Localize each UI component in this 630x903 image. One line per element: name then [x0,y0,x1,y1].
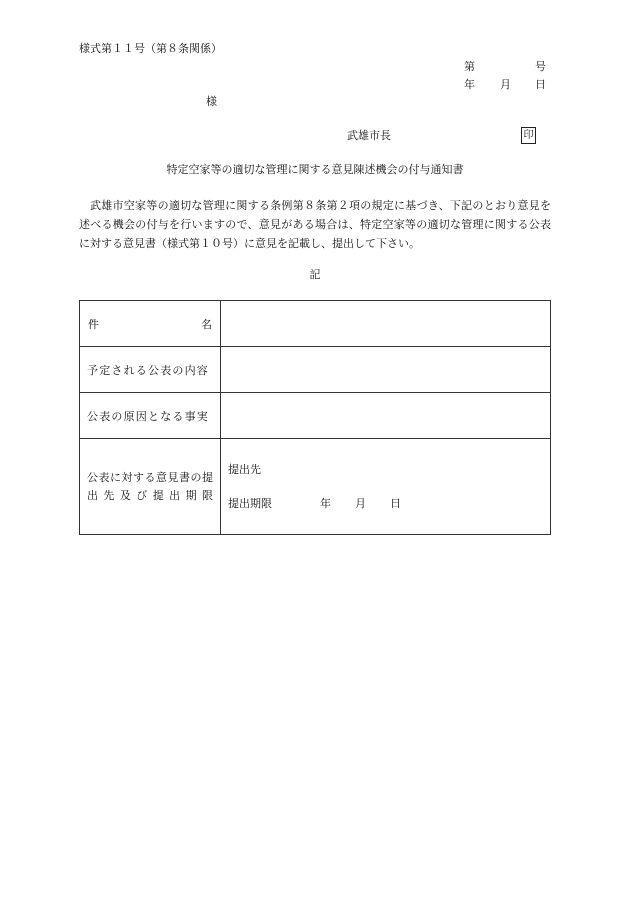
label-submission: 公表に対する意見書の提出先及び提出期限 [87,470,213,502]
deadline-month: 月 [355,496,366,510]
deadline-year: 年 [320,496,331,510]
value-submission [221,439,551,535]
label-cause-facts-cell [80,393,221,439]
issue-number-suffix: 号 [535,60,546,73]
ki-heading: 記 [309,268,321,281]
table-row-cause-facts [80,393,551,439]
form-number: 様式第１１号（第８条関係） [79,42,222,55]
deadline-line [221,495,550,513]
seal-mark: 印 [521,127,536,144]
table-row-planned-content [80,347,551,393]
deadline-label: 提出期限 [228,496,272,510]
table-row-case-name [80,301,551,347]
submit-to-label: 提出先 [228,462,261,476]
label-case-name-part2: 名 [201,317,212,331]
value-planned-content [221,347,551,393]
issuer-name: 武雄市長 [347,129,391,142]
label-case-name [80,301,221,347]
date-day: 日 [535,78,546,91]
recipient-honorific: 様 [206,95,217,108]
label-planned-content-cell [80,347,221,393]
value-case-name [221,301,551,347]
info-table [79,300,551,535]
label-case-name-part1: 件 [88,317,99,331]
document-title: 特定空家等の適切な管理に関する意見陳述機会の付与通知書 [166,163,464,176]
date-year: 年 [464,78,475,91]
deadline-day: 日 [390,496,401,510]
label-submission-cell [80,439,221,535]
issue-number-prefix: 第 [464,60,475,73]
label-planned-content: 予定される公表の内容 [87,363,209,377]
body-paragraph: 武雄市空家等の適切な管理に関する条例第８条第２項の規定に基づき、下記のとおり意見を述べる機会の付与を行いますので、意見がある場合は、特定空家等の適切な管理に関する公表に対する意見書（様式第１０号）に意見を記載し、提出して下さい。 [79,199,551,250]
value-cause-facts [221,393,551,439]
label-cause-facts: 公表の原因となる事実 [87,409,209,423]
table-row-submission [80,439,551,535]
date-month: 月 [500,78,511,91]
